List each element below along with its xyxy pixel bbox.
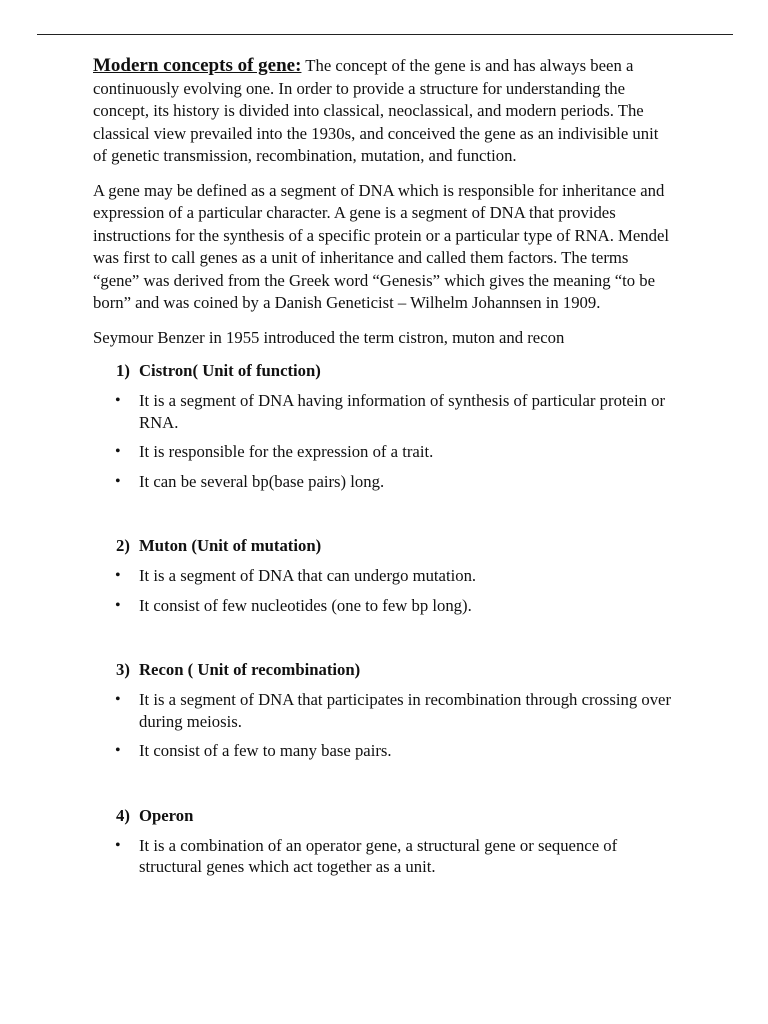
- section-title-text: Muton (Unit of mutation): [139, 536, 322, 555]
- gene-definition-paragraph: A gene may be defined as a segment of DNA which is responsible for inheritance and expression of a particular character. A gene is a segment of DNA that provides instructions for the synthesis of a specific protein or a particular type of RNA. Mendel was first to call genes as a unit of inheritance and called them factors. The terms “gene” was derived from the Greek word “Genesis” which gives the meaning “to be born” and was coined by a Danish Geneticist – Wilhelm Johannsen in 1909.: [93, 180, 670, 312]
- intro-text: The concept of the gene is and has always been a continuously evolving one. In order to provide a structure for understanding the concept, its history is divided into classical, neoclassical, and modern periods. The classical view prevailed into the 1930s, and conceived the gene as an indivisible unit of genetic transmission, recombination, mutation, and function.: [93, 56, 659, 165]
- intro-paragraph: [93, 55, 673, 168]
- section-title-cistron: [93, 360, 673, 382]
- list-item: • It consist of a few to many base pairs.: [115, 741, 392, 760]
- list-item: • It is a segment of DNA having information of synthesis of particular protein or RNA.: [115, 391, 666, 432]
- document-body: [93, 55, 673, 886]
- section-title-operon: [93, 805, 673, 827]
- header-rule: [37, 34, 733, 35]
- list-item: • It is a segment of DNA that participates in recombination through crossing over during meiosis.: [115, 690, 672, 731]
- bullet-icon: •: [115, 742, 121, 759]
- benzer-paragraph: Seymour Benzer in 1955 introduced the term cistron, muton and recon: [93, 327, 565, 347]
- section-title-text: Recon ( Unit of recombination): [139, 660, 361, 679]
- section-number: 1): [116, 361, 130, 380]
- operon-list: [93, 835, 673, 878]
- recon-list: [93, 689, 673, 762]
- section-title-muton: [93, 535, 673, 557]
- section-number: 2): [116, 536, 130, 555]
- list-item: • It is a segment of DNA that can undergo mutation.: [115, 566, 477, 585]
- bullet-icon: •: [115, 691, 121, 708]
- section-title-text: Cistron( Unit of function): [139, 361, 321, 380]
- list-item: • It is a combination of an operator gene, a structural gene or sequence of structural genes which act together as a unit.: [115, 835, 618, 876]
- bullet-icon: •: [115, 443, 121, 460]
- section-number: 3): [116, 660, 130, 679]
- bullet-icon: •: [115, 392, 121, 409]
- list-item: • It can be several bp(base pairs) long.: [115, 471, 385, 491]
- section-number: 4): [116, 805, 130, 825]
- section-spacer: [93, 770, 673, 805]
- section-heading: Modern concepts of gene:: [93, 55, 302, 76]
- list-item: • It consist of few nucleotides (one to few bp long).: [115, 595, 472, 615]
- section-title-text: Operon: [139, 805, 194, 825]
- section-title-recon: [93, 659, 673, 681]
- bullet-icon: •: [115, 567, 121, 584]
- bullet-icon: •: [115, 596, 121, 614]
- section-spacer: [93, 624, 673, 659]
- section-spacer: [93, 500, 673, 535]
- bullet-icon: •: [115, 472, 121, 490]
- bullet-icon: •: [115, 836, 121, 854]
- cistron-list: [93, 390, 673, 492]
- list-item: • It is responsible for the expression of a trait.: [115, 442, 434, 461]
- muton-list: [93, 565, 673, 616]
